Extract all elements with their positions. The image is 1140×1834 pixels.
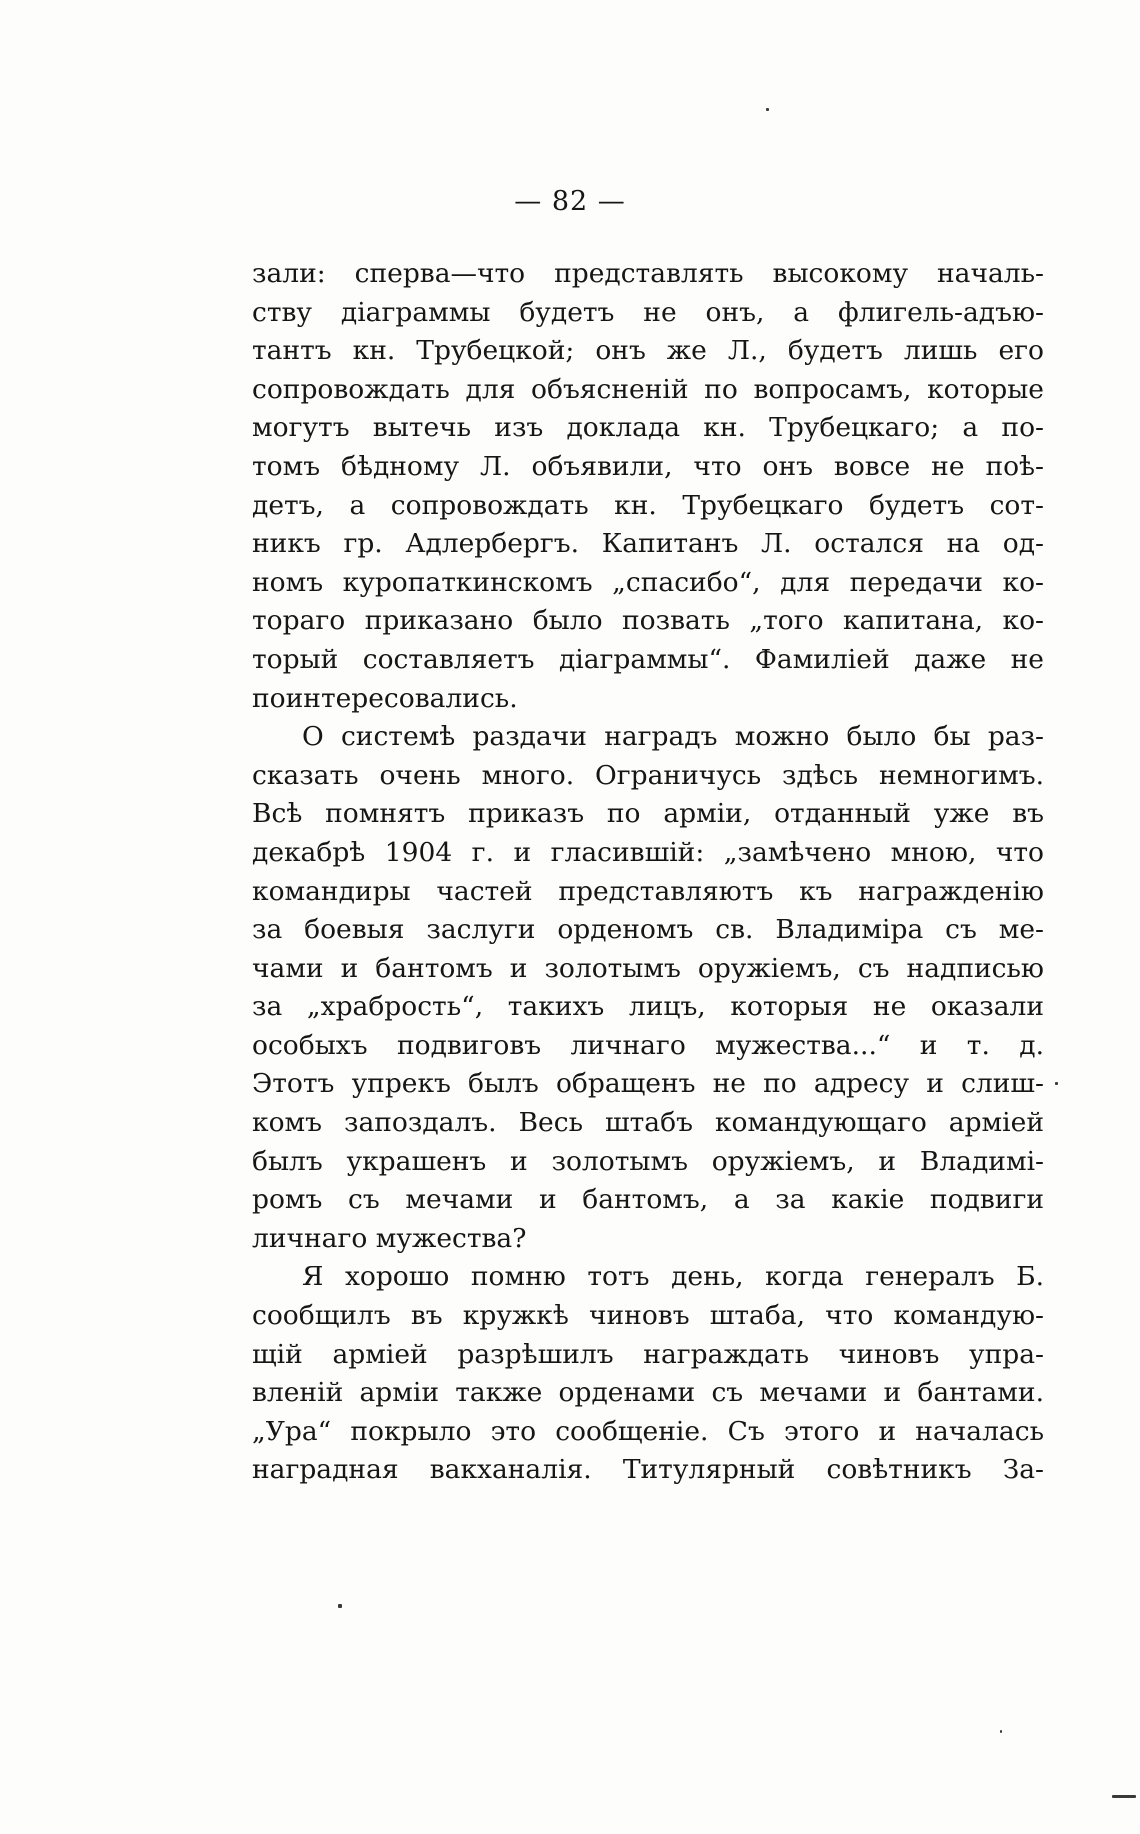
text-line: детъ, а сопровождать кн. Трубецкаго будетъ сот- bbox=[252, 489, 1044, 521]
text-line: никъ гр. Адлербергъ. Капитанъ Л. остался на од- bbox=[252, 528, 1044, 560]
scan-speck bbox=[766, 108, 769, 111]
text-line: номъ куропаткинскомъ „спасибо“, для передачи ко- bbox=[252, 566, 1044, 598]
text-line: могутъ вытечь изъ доклада кн. Трубецкаго; а по- bbox=[252, 412, 1044, 444]
text-line: Я хорошо помню тотъ день, когда генералъ Б. bbox=[302, 1261, 1044, 1293]
text-line: былъ украшенъ и золотымъ оружіемъ, и Владимі- bbox=[252, 1145, 1044, 1177]
text-line: вленій арміи также орденами съ мечами и бантами. bbox=[252, 1377, 1044, 1409]
body-text bbox=[252, 255, 1044, 1490]
text-line: комъ запоздалъ. Весь штабъ командующаго арміей bbox=[252, 1107, 1044, 1139]
text-line: декабрѣ 1904 г. и гласившій: „замѣчено мною, что bbox=[252, 836, 1044, 868]
text-line: ромъ съ мечами и бантомъ, а за какіе подвиги bbox=[252, 1184, 1044, 1216]
text-line: О системѣ раздачи наградъ можно было бы раз- bbox=[302, 721, 1044, 753]
scan-speck bbox=[338, 1604, 342, 1608]
scan-speck bbox=[1000, 1730, 1002, 1733]
text-line: наградная вакханалія. Титулярный совѣтникъ За- bbox=[252, 1454, 1044, 1486]
scan-speck bbox=[1055, 1082, 1058, 1085]
text-line: томъ бѣдному Л. объявили, что онъ вовсе не поѣ- bbox=[252, 450, 1044, 482]
text-line: чами и бантомъ и золотымъ оружіемъ, съ надписью bbox=[252, 952, 1044, 984]
text-line: сказать очень много. Ограничусь здѣсь немногимъ. bbox=[252, 759, 1044, 791]
text-line: тораго приказано было позвать „того капитана, ко- bbox=[252, 605, 1044, 637]
text-line: сопровождать для объясненій по вопросамъ, которые bbox=[252, 373, 1044, 405]
text-line: Всѣ помнятъ приказъ по арміи, отданный уже въ bbox=[252, 798, 1044, 830]
text-line: Этотъ упрекъ былъ обращенъ не по адресу и слиш- bbox=[252, 1068, 1044, 1100]
page-number: — 82 — bbox=[514, 186, 626, 217]
text-line: командиры частей представляютъ къ награжденію bbox=[252, 875, 1044, 907]
text-line: за боевыя заслуги орденомъ св. Владиміра съ ме- bbox=[252, 914, 1044, 946]
text-line: особыхъ подвиговъ личнаго мужества...“ и т. д. bbox=[252, 1029, 1044, 1061]
paragraph bbox=[252, 255, 1044, 718]
text-line: торый составляетъ діаграммы“. Фамиліей даже не bbox=[252, 643, 1044, 675]
text-line: щій арміей разрѣшилъ награждать чиновъ упра- bbox=[252, 1338, 1044, 1370]
text-line: тантъ кн. Трубецкой; онъ же Л., будетъ лишь его bbox=[252, 335, 1044, 367]
text-line: зали: сперва—что представлять высокому началь- bbox=[252, 258, 1044, 289]
text-line: ству діаграммы будетъ не онъ, а флигель-адъю- bbox=[252, 296, 1044, 328]
text-line: за „храбрость“, такихъ лицъ, которыя не оказали bbox=[252, 991, 1044, 1023]
paragraph bbox=[252, 718, 1044, 1258]
text-line: поинтересовались. bbox=[252, 682, 518, 714]
text-line: сообщилъ въ кружкѣ чиновъ штаба, что командую- bbox=[252, 1300, 1044, 1332]
scan-speck bbox=[1112, 1795, 1136, 1798]
text-line: личнаго мужества? bbox=[252, 1222, 527, 1254]
text-line: „Ура“ покрыло это сообщеніе. Съ этого и началась bbox=[252, 1415, 1044, 1447]
paragraph bbox=[252, 1258, 1044, 1490]
